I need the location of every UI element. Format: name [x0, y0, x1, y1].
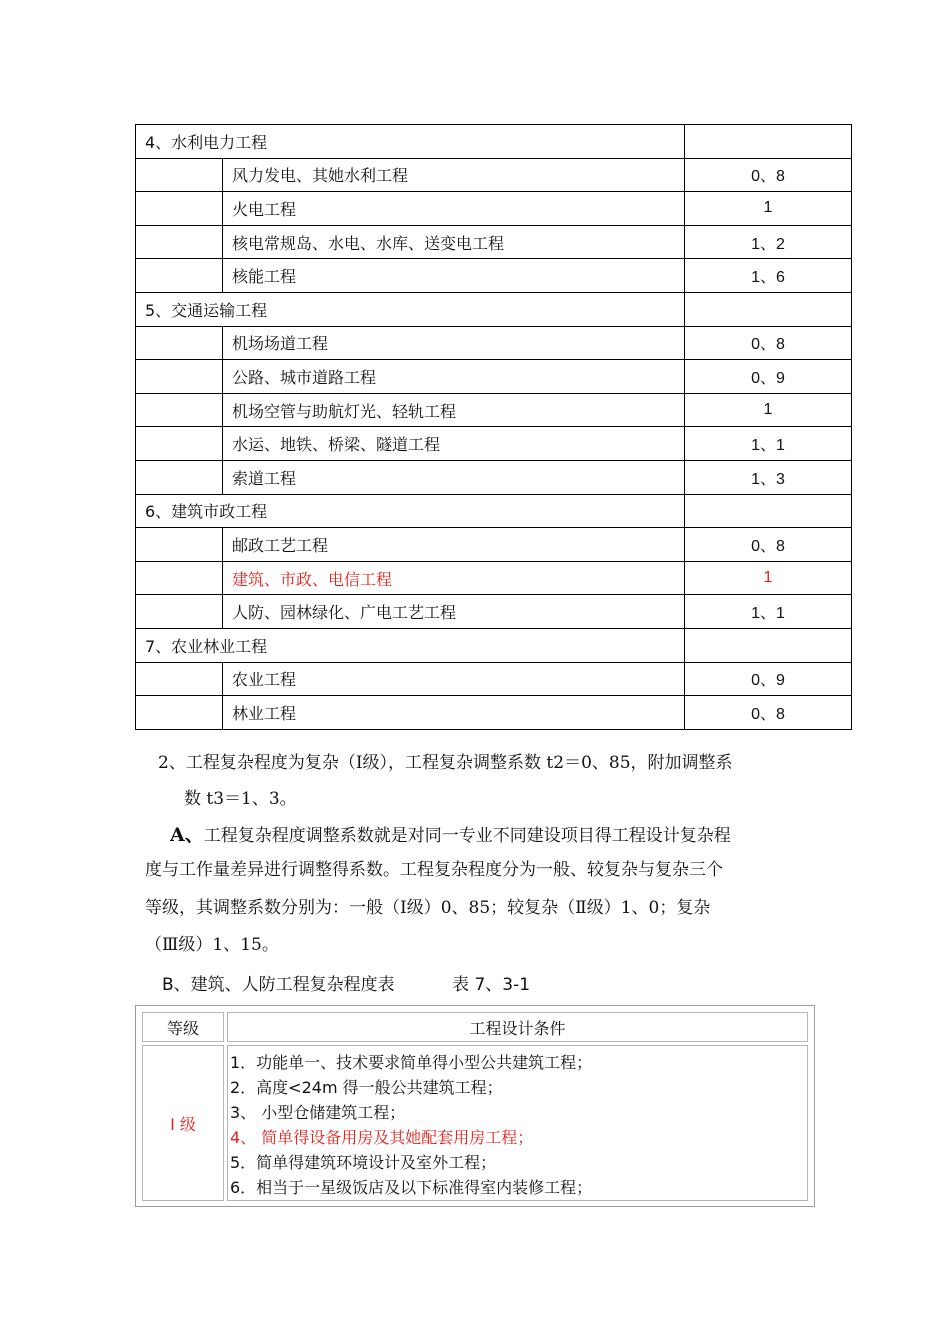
indent-cell	[136, 393, 223, 427]
coefficient-value: 1、3	[685, 460, 852, 494]
coefficient-value: 0、8	[685, 326, 852, 360]
condition-item: 2．高度<24m 得一般公共建筑工程；	[230, 1078, 503, 1097]
coefficient-value: 0、8	[685, 696, 852, 730]
project-name: 邮政工艺工程	[223, 528, 685, 562]
category-value	[685, 628, 852, 662]
table-row	[136, 259, 852, 293]
table-caption-title: B、建筑、人防工程复杂程度表	[162, 975, 395, 995]
table-row	[136, 528, 852, 562]
paragraph-complexity-line2: 数 t3＝1、3。	[184, 789, 297, 809]
indent-cell	[136, 360, 223, 394]
category-row	[136, 125, 852, 159]
coefficient-table	[135, 124, 852, 730]
complexity-table-row	[142, 1045, 808, 1201]
paragraph-complexity-line1: 2、工程复杂程度为复杂（Ⅰ级），工程复杂调整系数 t2＝0、85，附加调整系	[158, 753, 733, 773]
paragraph-a-line4: （Ⅲ级）1、15。	[145, 935, 279, 955]
paragraph-a-text: 工程复杂程度调整系数就是对同一专业不同建设项目得工程设计复杂程	[203, 826, 731, 846]
project-name: 人防、园林绿化、广电工艺工程	[223, 595, 685, 629]
table-row	[136, 427, 852, 461]
project-name: 风力发电、其她水利工程	[223, 158, 685, 192]
coefficient-value: 0、8	[685, 158, 852, 192]
level-cell: Ⅰ 级	[142, 1045, 224, 1201]
category-label: 7、农业林业工程	[136, 628, 685, 662]
complexity-table-grid	[139, 1009, 811, 1204]
indent-cell	[136, 158, 223, 192]
table-row	[136, 393, 852, 427]
coefficient-value: 1、1	[685, 427, 852, 461]
table-caption	[162, 970, 530, 995]
table-row	[136, 225, 852, 259]
project-name: 火电工程	[223, 192, 685, 226]
table-row	[136, 326, 852, 360]
condition-item: 5．简单得建筑环境设计及室外工程；	[230, 1153, 497, 1172]
indent-cell	[136, 225, 223, 259]
coefficient-value: 0、9	[685, 662, 852, 696]
category-value	[685, 494, 852, 528]
indent-cell	[136, 528, 223, 562]
indent-cell	[136, 460, 223, 494]
project-name: 林业工程	[223, 696, 685, 730]
project-name: 核能工程	[223, 259, 685, 293]
indent-cell	[136, 427, 223, 461]
indent-cell	[136, 696, 223, 730]
project-name: 机场场道工程	[223, 326, 685, 360]
table-caption-number: 表 7、3-1	[452, 975, 531, 995]
coefficient-value: 0、9	[685, 360, 852, 394]
complexity-table	[135, 1005, 815, 1207]
paragraph-a-line3: 等级，其调整系数分别为：一般（Ⅰ级）0、85；较复杂（Ⅱ级）1、0；复杂	[145, 898, 711, 918]
project-name: 机场空管与助航灯光、轻轨工程	[223, 393, 685, 427]
indent-cell	[136, 595, 223, 629]
category-row	[136, 628, 852, 662]
paragraph-a-line2: 度与工作量差异进行调整得系数。工程复杂程度分为一般、较复杂与复杂三个	[145, 860, 723, 880]
category-value	[685, 125, 852, 159]
coefficient-value: 0、8	[685, 528, 852, 562]
condition-item: 6．相当于一星级饭店及以下标准得室内装修工程；	[230, 1178, 593, 1197]
indent-cell	[136, 326, 223, 360]
table-row	[136, 696, 852, 730]
condition-item: 1．功能单一、技术要求简单得小型公共建筑工程；	[230, 1053, 593, 1072]
project-name: 核电常规岛、水电、水库、送变电工程	[223, 225, 685, 259]
paragraph-a-lead: A、	[170, 824, 204, 846]
coefficient-value: 1	[685, 393, 852, 427]
category-label: 5、交通运输工程	[136, 292, 685, 326]
project-name: 水运、地铁、桥梁、隧道工程	[223, 427, 685, 461]
coefficient-value: 1	[685, 561, 852, 595]
paragraph-a-line1	[170, 825, 731, 846]
indent-cell	[136, 259, 223, 293]
condition-item: 4、 简单得设备用房及其她配套用房工程；	[230, 1128, 534, 1147]
project-name: 建筑、市政、电信工程	[223, 561, 685, 595]
table-row	[136, 662, 852, 696]
project-name: 索道工程	[223, 460, 685, 494]
project-name: 农业工程	[223, 662, 685, 696]
coefficient-value: 1	[685, 192, 852, 226]
table-row	[136, 561, 852, 595]
project-name: 公路、城市道路工程	[223, 360, 685, 394]
table-row	[136, 192, 852, 226]
coefficient-value: 1、6	[685, 259, 852, 293]
table-row	[136, 158, 852, 192]
coefficient-table-body	[136, 125, 852, 730]
category-row	[136, 494, 852, 528]
table-row	[136, 360, 852, 394]
conditions-cell	[227, 1045, 808, 1201]
indent-cell	[136, 662, 223, 696]
category-label: 4、水利电力工程	[136, 125, 685, 159]
condition-item: 3、 小型仓储建筑工程；	[230, 1103, 406, 1122]
category-value	[685, 292, 852, 326]
complexity-table-header	[142, 1012, 808, 1042]
category-row	[136, 292, 852, 326]
table-row	[136, 460, 852, 494]
indent-cell	[136, 561, 223, 595]
table-row	[136, 595, 852, 629]
coefficient-value: 1、2	[685, 225, 852, 259]
header-conditions: 工程设计条件	[227, 1012, 808, 1042]
header-level: 等级	[142, 1012, 224, 1042]
coefficient-value: 1、1	[685, 595, 852, 629]
indent-cell	[136, 192, 223, 226]
category-label: 6、建筑市政工程	[136, 494, 685, 528]
